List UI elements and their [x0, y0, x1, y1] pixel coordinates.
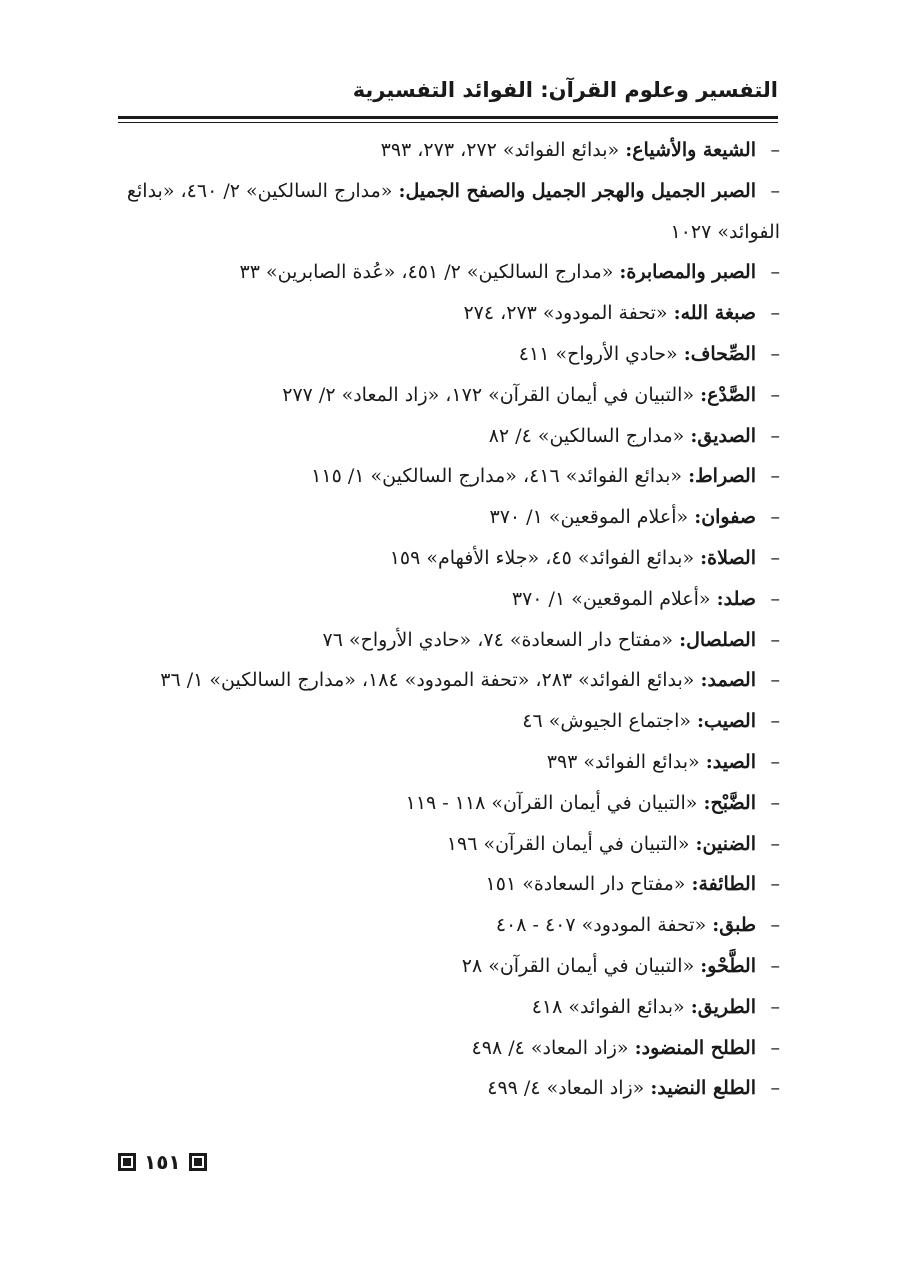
entry-dash: –: [770, 465, 780, 488]
entry-term: الصمد:: [700, 669, 756, 692]
entry-term: الصِّحاف:: [683, 342, 756, 365]
entry-dash: –: [770, 710, 780, 733]
entry-term: الضنين:: [695, 832, 756, 855]
index-entry: [118, 375, 780, 416]
entry-references: «زاد المعاد» ٤/ ٤٩٨: [471, 1036, 629, 1059]
entry-term: الصراط:: [688, 465, 756, 488]
entry-references: «مفتاح دار السعادة» ١٥١: [485, 873, 686, 896]
ornament-right-icon: [189, 1153, 207, 1171]
index-entry: [118, 497, 780, 538]
index-entry: [118, 252, 780, 293]
index-entry: [118, 701, 780, 742]
index-entry: [118, 416, 780, 457]
entry-references: «حادي الأرواح» ٤١١: [518, 342, 678, 365]
entry-term: الصيد:: [705, 750, 756, 773]
entry-references: «أعلام الموقعين» ١/ ٣٧٠: [511, 587, 711, 610]
ornament-left-icon: [118, 1153, 136, 1171]
entry-dash: –: [770, 506, 780, 529]
header-rule-thin: [118, 122, 778, 123]
index-entry: [118, 864, 780, 905]
entry-references: «زاد المعاد» ٤/ ٤٩٩: [487, 1077, 645, 1100]
index-entry: [118, 905, 780, 946]
entry-references: «بدائع الفوائد» ٤١٨: [531, 995, 685, 1018]
index-entry: [118, 334, 780, 375]
index-entry: [118, 293, 780, 334]
index-entry: [118, 171, 780, 253]
entry-term: الطَّحْو:: [700, 954, 756, 977]
entry-dash: –: [770, 302, 780, 325]
entry-references: «اجتماع الجيوش» ٤٦: [522, 710, 691, 733]
entry-dash: –: [770, 995, 780, 1018]
entry-references: «أعلام الموقعين» ١/ ٣٧٠: [489, 506, 689, 529]
entry-dash: –: [770, 261, 780, 284]
entry-dash: –: [770, 546, 780, 569]
entry-term: صلد:: [716, 587, 756, 610]
index-entry: [118, 987, 780, 1028]
entry-references: «بدائع الفوائد» ٣٩٣: [546, 750, 700, 773]
entry-term: الصيب:: [697, 710, 756, 733]
entry-dash: –: [770, 669, 780, 692]
entry-references: «بدائع الفوائد» ٢٨٣، «تحفة المودود» ١٨٤، «مدارج السالكين» ١/ ٣٦: [160, 669, 695, 692]
entry-dash: –: [770, 628, 780, 651]
entry-dash: –: [770, 873, 780, 896]
entry-term: صبغة الله:: [673, 302, 756, 325]
entry-term: طبق:: [712, 914, 756, 937]
index-entry: [118, 456, 780, 497]
index-entry: [118, 130, 780, 171]
entry-term: الطائفة:: [691, 873, 756, 896]
entry-term: الضَّبْح:: [703, 791, 756, 814]
entry-dash: –: [770, 1077, 780, 1100]
entry-dash: –: [770, 791, 780, 814]
entry-references: «تحفة المودود» ٤٠٧ - ٤٠٨: [495, 914, 707, 937]
entry-references: «التبيان في أيمان القرآن» ١٩٦: [446, 832, 690, 855]
entry-references: «بدائع الفوائد» ٢٧٢، ٢٧٣، ٣٩٣: [380, 139, 620, 161]
entry-dash: –: [770, 750, 780, 773]
entry-references: «بدائع الفوائد» ٤١٦، «مدارج السالكين» ١/ ١١٥: [311, 465, 683, 488]
entry-term: الصديق:: [690, 424, 756, 447]
index-entry: [118, 783, 780, 824]
entry-term: الشيعة والأشياع:: [625, 139, 756, 161]
entry-dash: –: [770, 914, 780, 937]
running-header: التفسير وعلوم القرآن: الفوائد التفسيرية: [352, 78, 778, 102]
entry-dash: –: [770, 179, 780, 202]
entry-dash: –: [770, 1036, 780, 1059]
index-entry: [118, 742, 780, 783]
index-entries-list: [118, 130, 780, 1109]
entry-references: «تحفة المودود» ٢٧٣، ٢٧٤: [463, 302, 668, 325]
page-footer: [118, 1150, 207, 1174]
entry-dash: –: [770, 342, 780, 365]
entry-references: «مدارج السالكين» ٤/ ٨٢: [488, 424, 685, 447]
index-entry: [118, 538, 780, 579]
index-entry: [118, 620, 780, 661]
entry-term: الطلح المنضود:: [634, 1036, 756, 1059]
page-number: ١٥١: [144, 1150, 181, 1174]
index-entry: [118, 1028, 780, 1069]
index-entry: [118, 824, 780, 865]
entry-dash: –: [770, 383, 780, 406]
index-entry: [118, 1068, 780, 1109]
entry-references: «مدارج السالكين» ٢/ ٤٥١، «عُدة الصابرين» ٣٣: [239, 261, 614, 284]
entry-term: الطريق:: [690, 995, 756, 1018]
entry-dash: –: [770, 587, 780, 610]
entry-references: «التبيان في أيمان القرآن» ١٧٢، «زاد المعاد» ٢/ ٢٧٧: [282, 383, 695, 406]
entry-references: «بدائع الفوائد» ٤٥، «جلاء الأفهام» ١٥٩: [389, 546, 695, 569]
entry-dash: –: [770, 832, 780, 855]
index-entry: [118, 946, 780, 987]
index-entry: [118, 579, 780, 620]
entry-references: «مفتاح دار السعادة» ٧٤، «حادي الأرواح» ٧٦: [322, 628, 674, 651]
entry-references: «التبيان في أيمان القرآن» ٢٨: [461, 954, 695, 977]
entry-term: الصلصال:: [679, 628, 756, 651]
entry-dash: –: [770, 954, 780, 977]
entry-term: الصبر الجميل والهجر الجميل والصفح الجميل:: [398, 179, 756, 202]
entry-term: الصَّدْع:: [700, 383, 756, 406]
entry-term: الطلع النضيد:: [650, 1077, 756, 1100]
entry-term: صفوان:: [694, 506, 756, 529]
entry-term: الصلاة:: [700, 546, 756, 569]
entry-references: «مدارج السالكين» ٢/ ٤٦٠، «بدائع الفوائد» ١٠٢٧: [126, 179, 780, 243]
entry-dash: –: [770, 139, 780, 161]
index-entry: [118, 660, 780, 701]
entry-dash: –: [770, 424, 780, 447]
entry-references: «التبيان في أيمان القرآن» ١١٨ - ١١٩: [405, 791, 698, 814]
entry-term: الصبر والمصابرة:: [619, 261, 756, 284]
header-rule-thick: [118, 116, 778, 119]
